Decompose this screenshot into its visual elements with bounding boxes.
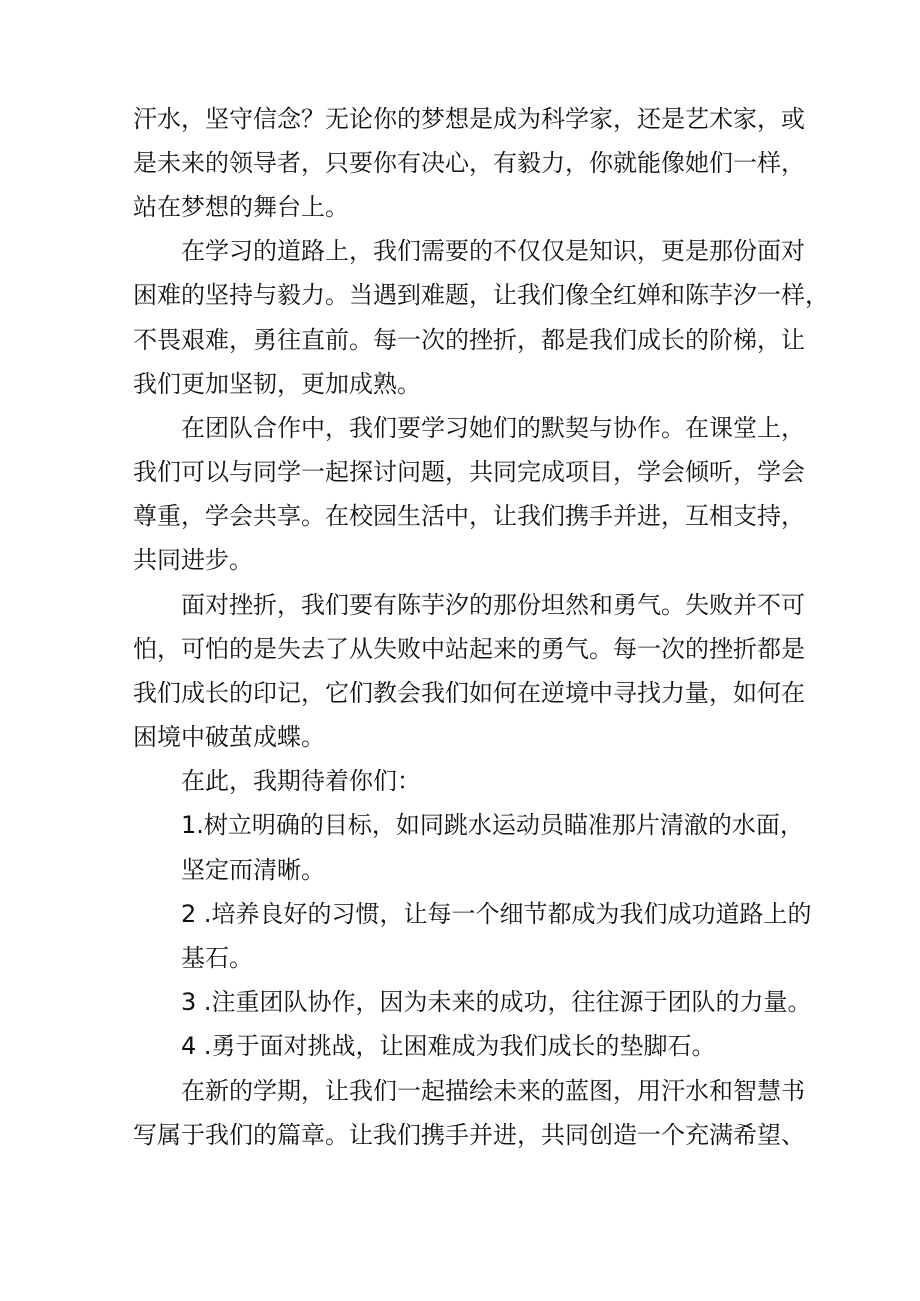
text-line: 共同进步。: [133, 546, 253, 574]
text-line: 困难的坚持与毅力。当遇到难题，让我们像全红婵和陈芋汐一样，: [133, 281, 829, 309]
text-line: 是未来的领导者，只要你有决心，有毅力，你就能像她们一样，: [133, 149, 805, 177]
text-line: 我们更加坚韧，更加成熟。: [133, 370, 421, 398]
text-line: 写属于我们的篇章。让我们携手并进，共同创造一个充满希望、: [133, 1121, 805, 1149]
list-item-2-continued: 基石。: [181, 944, 253, 972]
text-line: 尊重，学会共享。在校园生活中，让我们携手并进，互相支持，: [133, 502, 805, 530]
text-line: 站在梦想的舞台上。: [133, 193, 349, 221]
text-line: 怕，可怕的是失去了从失败中站起来的勇气。每一次的挫折都是: [133, 635, 805, 663]
text-line: 我们可以与同学一起探讨问题，共同完成项目，学会倾听，学会: [133, 458, 805, 486]
list-item-1: 1.树立明确的目标，如同跳水运动员瞄准那片清澈的水面，: [181, 811, 804, 839]
text-line: 汗水，坚守信念？无论你的梦想是成为科学家，还是艺术家，或: [133, 105, 805, 133]
paragraph-first-line: 在学习的道路上，我们需要的不仅仅是知识，更是那份面对: [181, 237, 805, 265]
paragraph-first-line: 在团队合作中，我们要学习她们的默契与协作。在课堂上，: [181, 414, 805, 442]
text-line: 不畏艰难，勇往直前。每一次的挫折，都是我们成长的阶梯，让: [133, 326, 805, 354]
list-item-2: 2 .培养良好的习惯，让每一个细节都成为我们成功道路上的: [181, 900, 812, 928]
list-item-4: 4 .勇于面对挑战，让困难成为我们成长的垫脚石。: [181, 1032, 716, 1060]
list-item-3: 3 .注重团队协作，因为未来的成功，往往源于团队的力量。: [181, 988, 812, 1016]
paragraph-first-line: 在此，我期待着你们：: [181, 767, 421, 795]
paragraph-first-line: 在新的学期，让我们一起描绘未来的蓝图，用汗水和智慧书: [181, 1077, 805, 1105]
list-item-1-continued: 坚定而清晰。: [181, 856, 325, 884]
paragraph-first-line: 面对挫折，我们要有陈芋汐的那份坦然和勇气。失败并不可: [181, 591, 805, 619]
text-line: 我们成长的印记，它们教会我们如何在逆境中寻找力量，如何在: [133, 679, 805, 707]
text-line: 困境中破茧成蝶。: [133, 723, 325, 751]
